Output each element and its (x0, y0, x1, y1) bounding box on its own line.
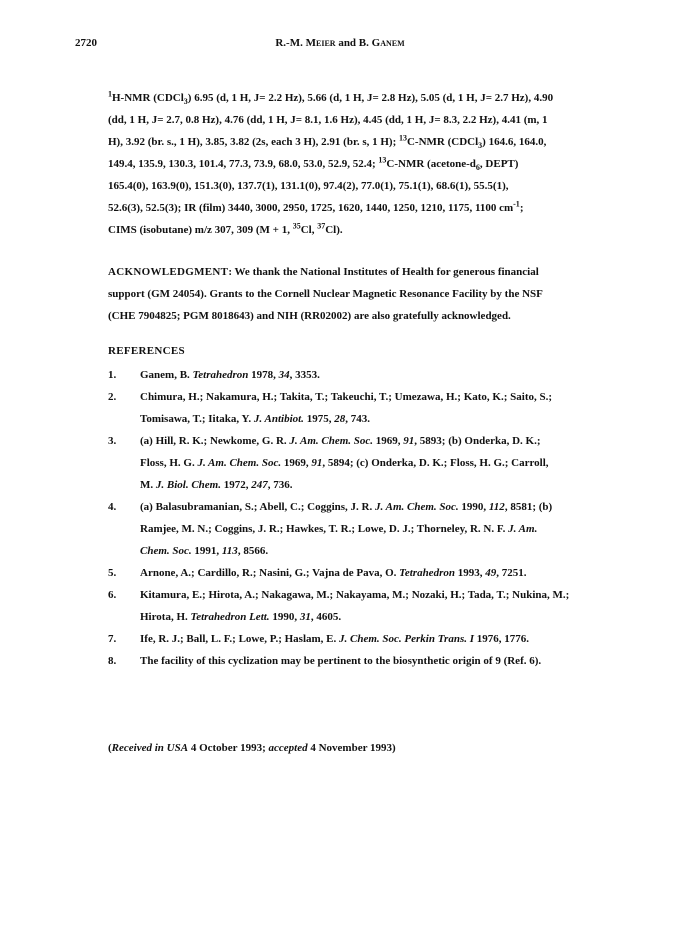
text-run: Ramjee, M. N.; Coggins, J. R.; Hawkes, T. R.; Lowe, D. J.; Thorneley, R. N. F. (140, 523, 509, 535)
reference-number: 3. (108, 435, 117, 447)
text-run: (Ref. 6). (500, 655, 542, 667)
page-number: 2720 (75, 37, 97, 49)
text-run: , (397, 435, 404, 447)
subscript: 6 (475, 163, 480, 173)
italic-run: J. Am. (508, 523, 538, 535)
received-label: Received in USA (111, 742, 189, 754)
paragraph-line (108, 197, 596, 219)
text-run: H), 3.92 (br. s., 1 H), 3.85, 3.82 (2s, each 3 H), 2.91 (br. s, 1 H); (108, 136, 399, 148)
text-run: , (328, 413, 335, 425)
acknowledgment-paragraph (108, 261, 596, 327)
running-head-author-surname-1: Meier (305, 37, 336, 49)
bold-run: 1993 (457, 567, 480, 579)
italic-run: Tetrahedron (399, 567, 455, 579)
references-list (108, 364, 596, 672)
text-run: (a) Balasubramanian, S.; Abell, C.; Coggins, J. R. (140, 501, 376, 513)
text-run: Ife, R. J.; Ball, L. F.; Lowe, P.; Haslam, E. (140, 633, 340, 645)
reference-line (140, 650, 596, 672)
reference-number: 2. (108, 391, 117, 403)
paragraph-line: support (GM 24054). Grants to the Cornell Nuclear Magnetic Resonance Facility by the NSF (108, 288, 543, 300)
reference-number: 8. (108, 655, 117, 667)
superscript: -1 (513, 199, 520, 209)
text-run: , 736. (267, 479, 293, 491)
paragraph-line (108, 261, 596, 283)
bold-run: 9 (495, 655, 501, 667)
bold-run: 1978 (251, 369, 274, 381)
reference-line (140, 606, 596, 628)
running-head-text: R.-M. (275, 37, 306, 49)
text-run: Arnone, A.; Cardillo, R.; Nasini, G.; Vajna de Pava, O. (140, 567, 400, 579)
italic-run: J. Antibiot. (253, 413, 304, 425)
text-run: , 7251. (496, 567, 527, 579)
text-run: , (245, 479, 252, 491)
reference-line (140, 430, 596, 452)
paragraph-line: (dd, 1 H, J= 2.7, 0.8 Hz), 4.76 (dd, 1 H, J= 8.1, 1.6 Hz), 4.45 (dd, 1 H, J= 8.3, 2.2 Hz), 4.41 (m, 1 (108, 114, 548, 126)
text-run: , (294, 611, 300, 623)
running-head-author-surname-2: Ganem (371, 37, 405, 49)
text-run: Cl). (325, 224, 343, 236)
acknowledgment-label: ACKNOWLEDGMENT (108, 266, 229, 278)
superscript: 13 (378, 155, 387, 165)
text-run: ; (519, 202, 524, 214)
text-run: The facility of this cyclization may be pertinent to the biosynthetic origin of (140, 655, 496, 667)
paragraph-line: 165.4(0), 163.9(0), 151.3(0), 137.7(1), 131.1(0), 97.4(2), 77.0(1), 75.1(1), 68.6(1), 55.5(1), (108, 180, 509, 192)
reference-line (140, 364, 596, 386)
received-date: 4 October 1993; (188, 742, 269, 754)
superscript: 13 (398, 133, 407, 143)
italic-run: 91 (403, 435, 415, 447)
reference-item (108, 584, 596, 628)
italic-run: J. Am. Chem. Soc. (289, 435, 374, 447)
text-run: , 8581; (b) (504, 501, 553, 513)
text-run: Floss, H. G. (140, 457, 198, 469)
text-run: 149.4, 135.9, 130.3, 101.4, 77.3, 73.9, 68.0, 53.0, 52.9, 52.4; (108, 158, 379, 170)
text-run: , (483, 501, 489, 513)
text-run: 52.6(3), 52.5(3); IR (film) 3440, 3000, 2950, 1725, 1620, 1440, 1250, 1210, 1175, 1100 cm (108, 202, 514, 214)
text-run: , 8566. (237, 545, 269, 557)
references-heading: REFERENCES (108, 345, 185, 357)
text-run: : We thank the National Institutes of Health for generous financial (228, 266, 539, 278)
text-run: , 5894; (c) Onderka, D. K.; Floss, H. G.; Carroll, (322, 457, 549, 469)
reference-item (108, 496, 596, 562)
italic-run: J. Am. Chem. Soc. (197, 457, 282, 469)
text-run: M. (140, 479, 156, 491)
spectral-data-paragraph (108, 87, 596, 241)
italic-run: 28 (334, 413, 346, 425)
paragraph-line (108, 131, 596, 153)
bold-run: 1975 (306, 413, 329, 425)
bold-run: 1969 (283, 457, 306, 469)
bold-run: 1969 (375, 435, 398, 447)
text-run: C-NMR (acetone-d (386, 158, 476, 170)
paragraph-line (108, 153, 596, 175)
italic-run: Tetrahedron (192, 369, 249, 381)
reference-number: 4. (108, 501, 117, 513)
reference-number: 7. (108, 633, 117, 645)
paragraph-line (108, 87, 596, 109)
reference-item (108, 386, 596, 430)
text-run: , DEPT) (479, 158, 519, 170)
reference-item (108, 628, 596, 650)
italic-run: J. Biol. Chem. (155, 479, 221, 491)
italic-run: 34 (278, 369, 290, 381)
text-run: , 5893; (b) Onderka, D. K.; (414, 435, 541, 447)
reference-line (140, 518, 596, 540)
reference-number: 5. (108, 567, 117, 579)
bold-run: 1972 (223, 479, 246, 491)
reference-line (140, 628, 596, 650)
reference-item (108, 430, 596, 496)
reference-number: 1. (108, 369, 117, 381)
text-run: C-NMR (CDCl (406, 136, 479, 148)
subscript: 3 (183, 97, 188, 107)
page-header (0, 37, 680, 53)
text-run: H-NMR (CDCl (112, 92, 184, 104)
text-run: , (479, 567, 486, 579)
italic-run: 113 (221, 545, 238, 557)
reference-line (140, 584, 596, 606)
bold-run: 1991 (194, 545, 217, 557)
text-run: Tomisawa, T.; Iitaka, Y. (140, 413, 254, 425)
superscript: 35 (292, 221, 301, 231)
running-head (0, 37, 680, 49)
italic-run: Chem. Soc. (140, 545, 192, 557)
text-run: Chimura, H.; Nakamura, H.; Takita, T.; Takeuchi, T.; Umezawa, H.; Kato, K.; Saito, S.; (140, 391, 553, 403)
text-run: CIMS (isobutane) m/z 307, 309 (M + 1, (108, 224, 293, 236)
accepted-date: 4 November 1993) (307, 742, 396, 754)
reference-line (140, 386, 596, 408)
reference-line (140, 474, 596, 496)
superscript: 1 (108, 89, 112, 99)
text-run: (a) Hill, R. K.; Newkome, G. R. (140, 435, 290, 447)
italic-run: 31 (299, 611, 311, 623)
reference-item (108, 650, 596, 672)
text-run: Kitamura, E.; Hirota, A.; Nakagawa, M.; Nakayama, M.; Nozaki, H.; Tada, T.; Nukina, M.; (140, 589, 570, 601)
italic-run: Tetrahedron Lett. (190, 611, 270, 623)
superscript: 37 (317, 221, 326, 231)
italic-run: 247 (251, 479, 268, 491)
text-run: , 743. (345, 413, 370, 425)
reference-line (140, 496, 596, 518)
reference-item (108, 364, 596, 386)
text-run: , (273, 369, 279, 381)
italic-run: 112 (488, 501, 505, 513)
bold-run: 1990 (461, 501, 484, 513)
text-run: ) 164.6, 164.0, (482, 136, 547, 148)
running-head-text: and B. (335, 37, 372, 49)
paragraph-line: (CHE 7904825; PGM 8018643) and NIH (RR02002) are also gratefully acknowledged. (108, 310, 511, 322)
received-accepted-note (108, 737, 596, 759)
text-run: , 1776. (498, 633, 530, 645)
text-run: , (305, 457, 312, 469)
reference-line (140, 452, 596, 474)
text-run: Hirota, H. (140, 611, 191, 623)
text-run: , 3353. (289, 369, 320, 381)
subscript: 3 (478, 141, 483, 151)
reference-number: 6. (108, 589, 117, 601)
text-run: Ganem, B. (140, 369, 193, 381)
bold-run: 1976 (476, 633, 499, 645)
reference-line (140, 562, 596, 584)
italic-run: J. Chem. Soc. Perkin Trans. I (339, 633, 475, 645)
accepted-label: accepted (268, 742, 308, 754)
bold-run: 1990 (272, 611, 295, 623)
text-run: Cl, (300, 224, 318, 236)
text-run: ( (108, 742, 112, 754)
reference-line (140, 540, 596, 562)
text-run: , (216, 545, 222, 557)
reference-item (108, 562, 596, 584)
text-run: ) 6.95 (d, 1 H, J= 2.2 Hz), 5.66 (d, 1 H, J= 2.8 Hz), 5.05 (d, 1 H, J= 2.7 Hz), 4.90 (187, 92, 554, 104)
paragraph-line (108, 219, 596, 241)
reference-line (140, 408, 596, 430)
text-run: , 4605. (310, 611, 342, 623)
italic-run: J. Am. Chem. Soc. (375, 501, 459, 513)
italic-run: 49 (485, 567, 497, 579)
italic-run: 91 (311, 457, 323, 469)
